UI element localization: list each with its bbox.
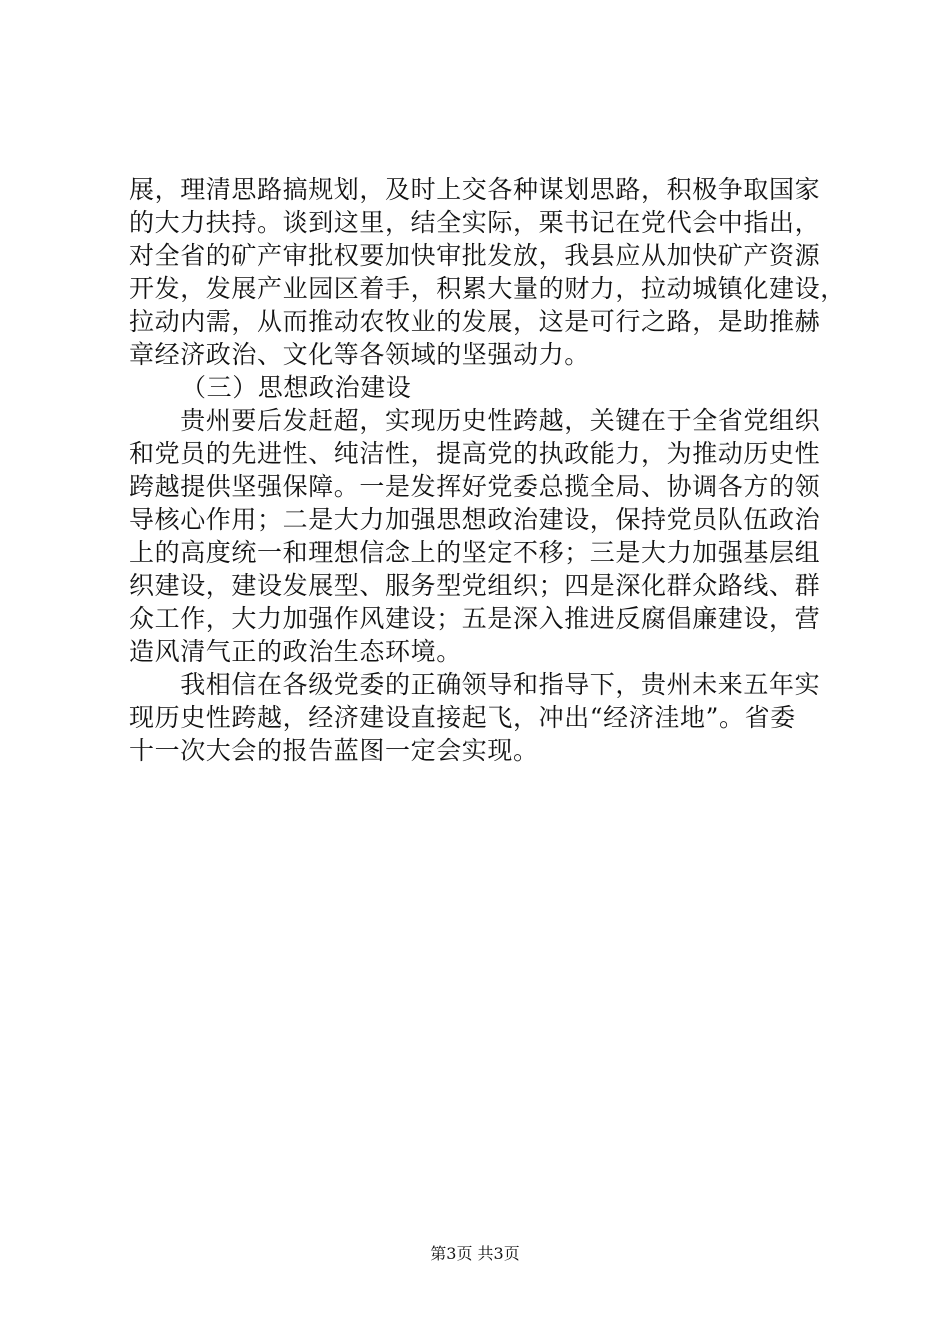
text-line: 造风清气正的政治生态环境。 [129,637,462,666]
text-line: 贵州要后发赶超，实现历史性跨越，关键在于全省党组织 [129,406,821,435]
text-line: 拉动内需，从而推动农牧业的发展，这是可行之路，是助推赫 [129,307,821,336]
text-line: 和党员的先进性、纯洁性，提高党的执政能力，为推动历史性 [129,439,821,468]
text-line: 的大力扶持。谈到这里，结全实际，栗书记在党代会中指出， [129,208,821,237]
text-line: 章经济政治、文化等各领域的坚强动力。 [129,340,590,369]
text-line: 对全省的矿产审批权要加快审批发放，我县应从加快矿产资源 [129,241,821,270]
text-line: 十一次大会的报告蓝图一定会实现。 [129,736,539,765]
text-line: 跨越提供坚强保障。一是发挥好党委总揽全局、协调各方的领 [129,472,821,501]
text-line: 众工作，大力加强作风建设；五是深入推进反腐倡廉建设，营 [129,604,821,633]
text-line: 展，理清思路搞规划，及时上交各种谋划思路，积极争取国家 [129,175,821,204]
text-line: 现历史性跨越，经济建设直接起飞，冲出“经济洼地”。省委 [129,703,796,732]
document-body [129,173,846,767]
section-heading: （三）思想政治建设 [181,373,412,402]
page-number: 第3页 共3页 [430,1244,520,1263]
page-footer [0,1244,950,1264]
text-line: 我相信在各级党委的正确领导和指导下，贵州未来五年实 [129,670,821,699]
text-line: 开发，发展产业园区着手，积累大量的财力，拉动城镇化建设， [129,274,846,303]
text-line: 上的高度统一和理想信念上的坚定不移；三是大力加强基层组 [129,538,821,567]
text-line: 织建设，建设发展型、服务型党组织；四是深化群众路线、群 [129,571,821,600]
text-line: 导核心作用；二是大力加强思想政治建设，保持党员队伍政治 [129,505,821,534]
